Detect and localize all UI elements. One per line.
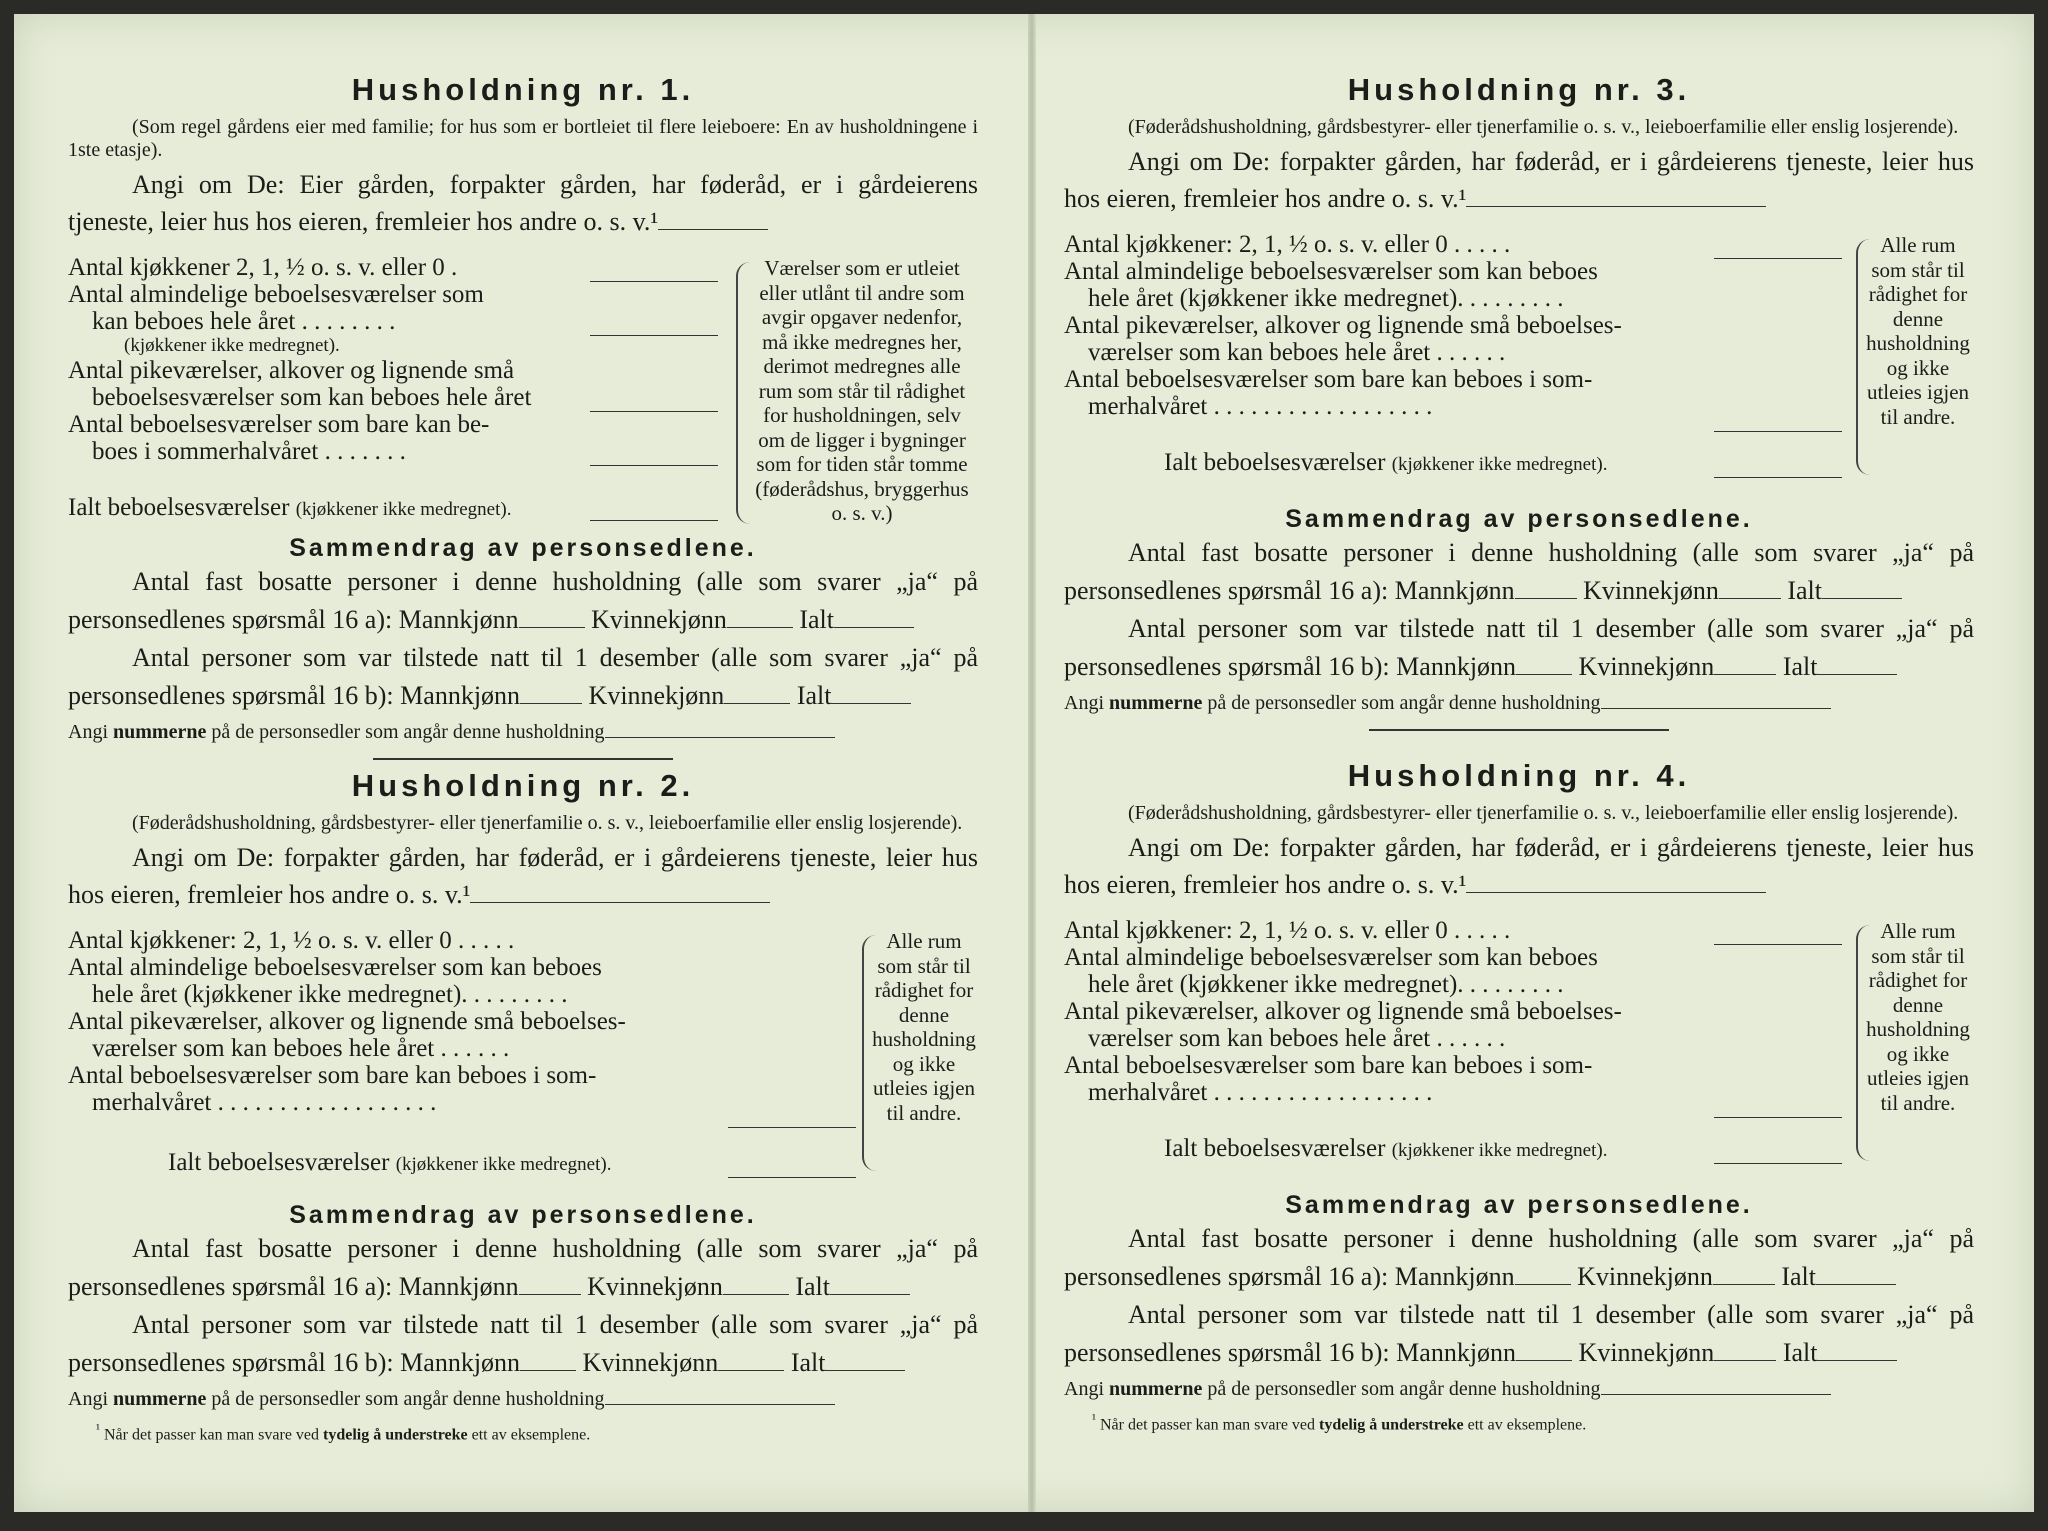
room-rows — [1064, 917, 1622, 1106]
rooms-field[interactable] — [590, 335, 718, 336]
side-note: Alle rum som står til rådighet for denne husholdning og ikke utleies igjen til andre. — [1866, 919, 1970, 1115]
rooms-row-note: (kjøkkener ikke medregnet). — [124, 335, 340, 356]
nummerne-post: på de personsedler som angår denne husholdning — [211, 1388, 605, 1410]
present-text: Antal personer som var tilstede natt til 1 desember (alle som svarer „ja“ på personsedlenes spørsmål 16 b): Mannkjønn — [68, 643, 978, 710]
present-text: Antal personer som var tilstede natt til 1 desember (alle som svarer „ja“ på personsedlenes spørsmål 16 b): Mannkjønn — [68, 1310, 978, 1377]
footnote-pre: Når det passer kan man svare ved — [1100, 1416, 1316, 1434]
nummerne-post: på de personsedler som angår denne husholdning — [211, 721, 605, 743]
resident-count-line — [1064, 534, 1974, 610]
footnote — [68, 1421, 978, 1444]
ialt-field[interactable] — [1714, 477, 1842, 478]
nummerne-line — [1064, 1378, 1974, 1401]
sammendrag-title: Sammendrag av personsedlene. — [289, 1201, 757, 1229]
summer-rooms-row-cont: merhalvåret . . . . . . . . . . . . . . . . . . — [1088, 393, 1433, 420]
kitchens-row: Antal kjøkkener 2, 1, ½ o. s. v. eller 0 . — [68, 254, 458, 281]
resident-text: Antal fast bosatte personer i denne husholdning (alle som svarer „ja“ på personsedlenes spørsmål 16 a): Mannkjønn — [1064, 538, 1974, 605]
resident-male-field[interactable] — [1515, 598, 1577, 599]
footnote-post: ett av eksemplene. — [471, 1426, 591, 1444]
total-label: Ialt — [1781, 1262, 1817, 1291]
kitchens-field[interactable] — [1714, 944, 1842, 945]
nummerne-bold: nummerne — [1109, 692, 1203, 714]
footnote-mark: ¹ — [96, 1421, 100, 1436]
section-rule — [1369, 729, 1669, 731]
footnote-post: ett av eksemplene. — [1467, 1416, 1587, 1434]
angi-answer-line[interactable] — [470, 902, 770, 903]
household-4 — [1064, 758, 1974, 1434]
kitchens-row: Antal kjøkkener: 2, 1, ½ o. s. v. eller 0 . . . . . — [1064, 917, 1511, 944]
female-label: Kvinnekjønn — [1583, 576, 1719, 605]
footnote-mark: ¹ — [1092, 1411, 1096, 1426]
resident-total-field[interactable] — [1816, 1284, 1896, 1285]
nummerne-field[interactable] — [605, 1404, 835, 1405]
nummerne-field[interactable] — [605, 737, 835, 738]
present-female-field[interactable] — [1714, 674, 1776, 675]
angi-text: Angi om De: forpakter gården, har føderåd, er i gårdeierens tjeneste, leier hus hos eieren, fremleier hos andre o. s. v.¹ — [1064, 833, 1974, 899]
ialt-note: (kjøkkener ikke medregnet). — [295, 499, 512, 520]
room-counts — [68, 927, 978, 1181]
subtitle-text: (Føderådshusholdning, gårdsbestyrer- eller tjenerfamilie o. s. v., leieboerfamilie eller enslig losjerende). — [1128, 116, 1959, 138]
ialt-row — [68, 494, 511, 522]
sammendrag-title: Sammendrag av personsedlene. — [289, 534, 757, 562]
nummerne-field[interactable] — [1601, 708, 1831, 709]
subtitle-text: (Føderådshusholdning, gårdsbestyrer- eller tjenerfamilie o. s. v., leieboerfamilie eller enslig losjerende). — [132, 812, 963, 834]
summer-rooms-field[interactable] — [728, 1127, 856, 1128]
resident-female-field[interactable] — [727, 627, 793, 628]
footnote-bold: tydelig å understreke — [1319, 1416, 1464, 1434]
nummerne-pre: Angi — [68, 721, 108, 743]
nummerne-pre: Angi — [1064, 1378, 1104, 1400]
resident-male-field[interactable] — [519, 627, 585, 628]
nummerne-post: på de personsedler som angår denne husholdning — [1207, 1378, 1601, 1400]
resident-male-field[interactable] — [519, 1294, 581, 1295]
present-total-field[interactable] — [831, 703, 911, 704]
resident-text: Antal fast bosatte personer i denne husholdning (alle som svarer „ja“ på personsedlenes spørsmål 16 a): Mannkjønn — [68, 1234, 978, 1301]
sammendrag — [1064, 1191, 1974, 1401]
kitchens-field[interactable] — [590, 281, 718, 282]
subtitle-text: (Føderådshusholdning, gårdsbestyrer- eller tjenerfamilie o. s. v., leieboerfamilie eller enslig losjerende). — [1128, 802, 1959, 824]
angi-answer-line[interactable] — [1466, 892, 1766, 893]
summer-rooms-row-cont: merhalvåret . . . . . . . . . . . . . . . . . . — [92, 1089, 437, 1116]
household-subtitle — [68, 812, 978, 835]
maid-rooms-row: Antal pikeværelser, alkover og lignende små beboelses- — [68, 1008, 626, 1035]
sammendrag — [1064, 505, 1974, 715]
room-counts — [1064, 231, 1974, 485]
present-male-field[interactable] — [1516, 1360, 1572, 1361]
angi-question — [68, 839, 978, 913]
total-label: Ialt — [790, 1348, 826, 1377]
kitchens-row: Antal kjøkkener: 2, 1, ½ o. s. v. eller 0 . . . . . — [68, 927, 515, 954]
present-total-field[interactable] — [1817, 1360, 1897, 1361]
total-label: Ialt — [796, 681, 832, 710]
rooms-row: Antal almindelige beboelsesværelser som kan beboes — [68, 954, 602, 981]
footnote-bold: tydelig å understreke — [323, 1426, 468, 1444]
ialt-label: Ialt beboelsesværelser — [168, 1149, 390, 1176]
side-note: Værelser som er utleiet eller utlånt til andre som avgir opgaver nedenfor, må ikke medregnes her, derimot medregnes alle rum som står til rådighet for husholdningen, selv om de ligger i bygninger som for tiden står tomme (føderådshus, bryggerhus o. s. v.) — [755, 256, 969, 525]
household-subtitle — [1064, 802, 1974, 825]
household-3 — [1064, 72, 1974, 731]
female-label: Kvinnekjønn — [591, 605, 727, 634]
maid-rooms-field[interactable] — [590, 411, 718, 412]
angi-answer-line[interactable] — [658, 229, 768, 230]
sammendrag-title: Sammendrag av personsedlene. — [1285, 505, 1753, 533]
maid-rooms-row-cont: beboelsesværelser som kan beboes hele året — [92, 384, 532, 411]
footnote — [1064, 1411, 1974, 1434]
section-rule — [373, 758, 673, 760]
household-title: Husholdning nr. 1. — [351, 72, 695, 107]
total-label: Ialt — [1782, 652, 1818, 681]
total-label: Ialt — [1787, 576, 1823, 605]
page-fold — [1028, 14, 1036, 1512]
resident-female-field[interactable] — [1719, 598, 1781, 599]
summer-rooms-row: Antal beboelsesværelser som bare kan beboes i som- — [1064, 1052, 1593, 1079]
nummerne-bold: nummerne — [113, 1388, 207, 1410]
ialt-note: (kjøkkener ikke medregnet). — [395, 1154, 612, 1175]
nummerne-pre: Angi — [68, 1388, 108, 1410]
nummerne-field[interactable] — [1601, 1394, 1831, 1395]
household-subtitle — [68, 116, 978, 162]
angi-text: Angi om De: forpakter gården, har føderåd, er i gårdeierens tjeneste, leier hus hos eieren, fremleier hos andre o. s. v.¹ — [68, 843, 978, 909]
rooms-row: Antal almindelige beboelsesværelser som — [68, 281, 484, 308]
female-label: Kvinnekjønn — [587, 1272, 723, 1301]
female-label: Kvinnekjønn — [1578, 1338, 1715, 1367]
nummerne-pre: Angi — [1064, 692, 1104, 714]
resident-total-field[interactable] — [1822, 598, 1902, 599]
total-label: Ialt — [1782, 1338, 1818, 1367]
angi-text: Angi om De: forpakter gården, har føderåd, er i gårdeierens tjeneste, leier hus hos eieren, fremleier hos andre o. s. v.¹ — [1064, 147, 1974, 213]
subtitle-text: (Som regel gårdens eier med familie; for hus som er bortleiet til flere leieboere: En av husholdningene i 1ste etasje). — [68, 116, 978, 161]
present-count-line — [1064, 1296, 1974, 1372]
ialt-row — [1164, 449, 1607, 477]
angi-question — [68, 166, 978, 240]
household-subtitle — [1064, 116, 1974, 139]
rooms-row: Antal almindelige beboelsesværelser som kan beboes — [1064, 258, 1598, 285]
female-label: Kvinnekjønn — [1577, 1262, 1713, 1291]
summer-rooms-row-cont: boes i sommerhalvåret . . . . . . . — [92, 438, 406, 465]
sammendrag — [68, 1201, 978, 1411]
resident-text: Antal fast bosatte personer i denne husholdning (alle som svarer „ja“ på personsedlenes spørsmål 16 a): Mannkjønn — [1064, 1224, 1974, 1291]
female-label: Kvinnekjønn — [588, 681, 725, 710]
household-title: Husholdning nr. 4. — [1347, 758, 1691, 793]
household-1 — [68, 72, 978, 760]
summer-rooms-field[interactable] — [1714, 431, 1842, 432]
side-note: Alle rum som står til rådighet for denne husholdning og ikke utleies igjen til andre. — [872, 929, 976, 1125]
nummerne-line — [1064, 692, 1974, 715]
resident-male-field[interactable] — [1515, 1284, 1571, 1285]
resident-count-line — [68, 1230, 978, 1306]
resident-count-line — [1064, 1220, 1974, 1296]
present-count-line — [1064, 610, 1974, 686]
rooms-row-cont: kan beboes hele året . . . . . . . . — [92, 308, 396, 335]
resident-female-field[interactable] — [1713, 1284, 1775, 1285]
resident-total-field[interactable] — [830, 1294, 910, 1295]
nummerne-bold: nummerne — [1109, 1378, 1203, 1400]
present-male-field[interactable] — [520, 703, 582, 704]
ialt-row — [1164, 1135, 1607, 1163]
rooms-row-cont: hele året (kjøkkener ikke medregnet). . . . . . . . . — [1088, 285, 1564, 312]
room-rows — [68, 927, 626, 1116]
summer-rooms-row: Antal beboelsesværelser som bare kan beboes i som- — [68, 1062, 597, 1089]
ialt-field[interactable] — [728, 1177, 856, 1178]
present-text: Antal personer som var tilstede natt til 1 desember (alle som svarer „ja“ på personsedlenes spørsmål 16 b): Mannkjønn — [1064, 614, 1974, 681]
kitchens-field[interactable] — [1714, 258, 1842, 259]
nummerne-line — [68, 721, 978, 744]
room-counts — [68, 254, 978, 534]
angi-question — [1064, 829, 1974, 903]
nummerne-bold: nummerne — [113, 721, 207, 743]
footnote-pre: Når det passer kan man svare ved — [104, 1426, 320, 1444]
nummerne-line — [68, 1388, 978, 1411]
present-total-field[interactable] — [825, 1370, 905, 1371]
present-female-field[interactable] — [1714, 1360, 1776, 1361]
ialt-row — [168, 1149, 611, 1177]
maid-rooms-row: Antal pikeværelser, alkover og lignende små beboelses- — [1064, 312, 1622, 339]
sammendrag — [68, 534, 978, 744]
resident-female-field[interactable] — [723, 1294, 789, 1295]
present-male-field[interactable] — [1516, 674, 1572, 675]
nummerne-post: på de personsedler som angår denne husholdning — [1207, 692, 1601, 714]
angi-question — [1064, 143, 1974, 217]
rooms-row: Antal almindelige beboelsesværelser som kan beboes — [1064, 944, 1598, 971]
ialt-label: Ialt beboelsesværelser — [1164, 1135, 1386, 1162]
room-rows — [1064, 231, 1622, 420]
angi-answer-line[interactable] — [1466, 206, 1766, 207]
ialt-field[interactable] — [590, 520, 718, 521]
present-female-field[interactable] — [724, 703, 790, 704]
total-label: Ialt — [795, 1272, 831, 1301]
summer-rooms-row: Antal beboelsesværelser som bare kan be- — [68, 411, 490, 438]
maid-rooms-row: Antal pikeværelser, alkover og lignende små beboelses- — [1064, 998, 1622, 1025]
ialt-label: Ialt beboelsesværelser — [1164, 449, 1386, 476]
maid-rooms-row-cont: værelser som kan beboes hele året . . . . . . — [92, 1035, 510, 1062]
resident-count-line — [68, 563, 978, 639]
present-count-line — [68, 1306, 978, 1382]
room-rows — [68, 254, 531, 465]
ialt-label: Ialt beboelsesværelser — [68, 494, 290, 521]
ialt-field[interactable] — [1714, 1163, 1842, 1164]
summer-rooms-row: Antal beboelsesværelser som bare kan beboes i som- — [1064, 366, 1593, 393]
female-label: Kvinnekjønn — [582, 1348, 719, 1377]
rooms-row-cont: hele året (kjøkkener ikke medregnet). . . . . . . . . — [1088, 971, 1564, 998]
sammendrag-title: Sammendrag av personsedlene. — [1285, 1191, 1753, 1219]
female-label: Kvinnekjønn — [1578, 652, 1715, 681]
total-label: Ialt — [799, 605, 835, 634]
present-count-line — [68, 639, 978, 715]
maid-rooms-row: Antal pikeværelser, alkover og lignende små — [68, 357, 515, 384]
present-male-field[interactable] — [520, 1370, 576, 1371]
angi-text: Angi om De: Eier gården, forpakter gården, har føderåd, er i gårdeierens tjeneste, leier hus hos eieren, fremleier hos andre o. s. v.¹ — [68, 170, 978, 236]
household-2 — [68, 768, 978, 1444]
maid-rooms-row-cont: værelser som kan beboes hele året . . . . . . — [1088, 339, 1506, 366]
summer-rooms-row-cont: merhalvåret . . . . . . . . . . . . . . . . . . — [1088, 1079, 1433, 1106]
ialt-note: (kjøkkener ikke medregnet). — [1391, 454, 1608, 475]
ialt-note: (kjøkkener ikke medregnet). — [1391, 1140, 1608, 1161]
resident-text: Antal fast bosatte personer i denne husholdning (alle som svarer „ja“ på personsedlenes spørsmål 16 a): Mannkjønn — [68, 567, 978, 634]
present-female-field[interactable] — [718, 1370, 784, 1371]
household-title: Husholdning nr. 2. — [351, 768, 695, 803]
summer-rooms-field[interactable] — [1714, 1117, 1842, 1118]
present-text: Antal personer som var tilstede natt til 1 desember (alle som svarer „ja“ på personsedlenes spørsmål 16 b): Mannkjønn — [1064, 1300, 1974, 1367]
side-note: Alle rum som står til rådighet for denne husholdning og ikke utleies igjen til andre. — [1866, 233, 1970, 429]
household-title: Husholdning nr. 3. — [1347, 72, 1691, 107]
maid-rooms-row-cont: værelser som kan beboes hele året . . . . . . — [1088, 1025, 1506, 1052]
room-counts — [1064, 917, 1974, 1171]
summer-rooms-field[interactable] — [590, 465, 718, 466]
kitchens-row: Antal kjøkkener: 2, 1, ½ o. s. v. eller 0 . . . . . — [1064, 231, 1511, 258]
rooms-row-cont: hele året (kjøkkener ikke medregnet). . . . . . . . . — [92, 981, 568, 1008]
resident-total-field[interactable] — [834, 627, 914, 628]
present-total-field[interactable] — [1817, 674, 1897, 675]
